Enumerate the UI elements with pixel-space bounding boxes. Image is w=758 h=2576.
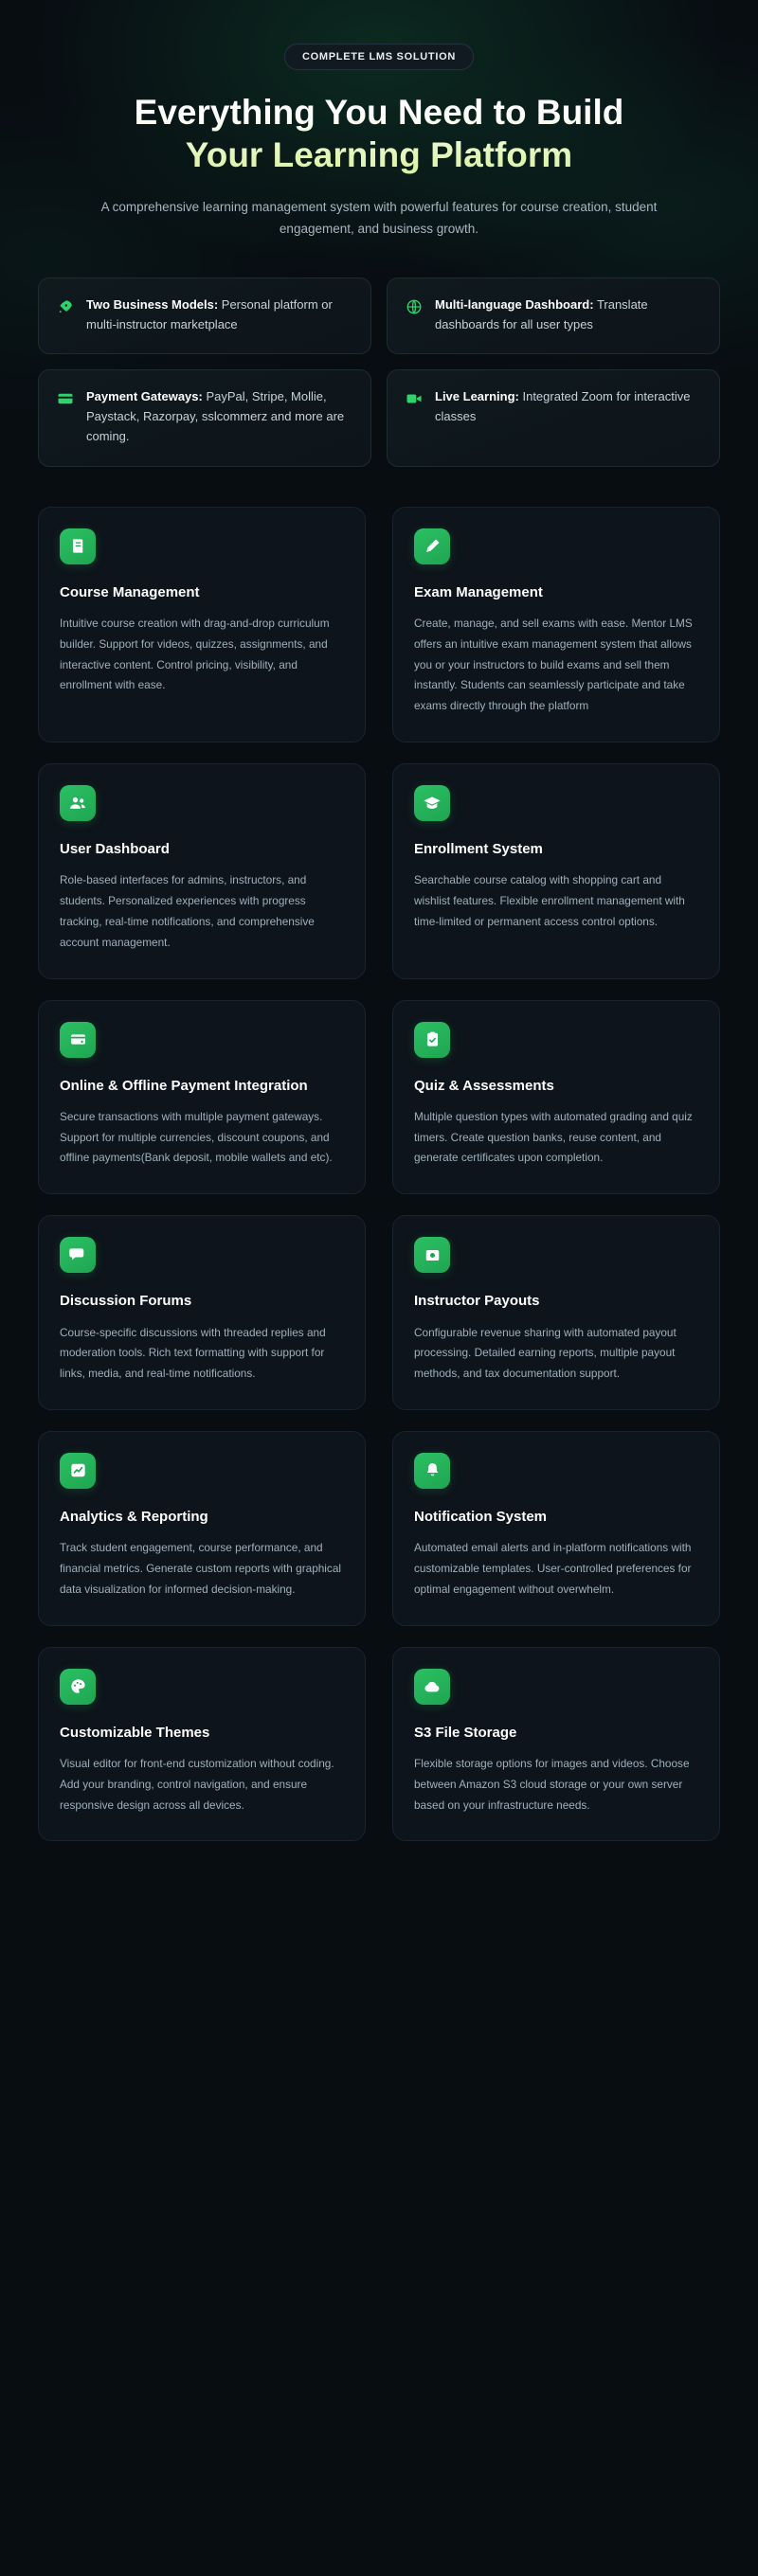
feature-card-discussion-forums (38, 1215, 366, 1410)
feature-description: Automated email alerts and in-platform notifications with customizable templates. User-controlled preferences for optimal engagement without overwhelm. (414, 1541, 692, 1596)
feature-card-instructor-payouts (392, 1215, 720, 1410)
feature-title: Instructor Payouts (414, 1293, 540, 1310)
highlight-card (38, 277, 371, 355)
feature-title: User Dashboard (60, 841, 170, 858)
feature-description: Role-based interfaces for admins, instructors, and students. Personalized experiences with progress tracking, real-time notifications, and comprehensive account management. (60, 873, 315, 949)
highlight-card-desc: PayPal, Stripe, Mollie, Paystack, Razorpay, sslcommerz and more are coming. (86, 389, 345, 443)
feature-title: Enrollment System (414, 841, 543, 858)
feature-card-grid (38, 507, 720, 1842)
feature-description: Searchable course catalog with shopping cart and wishlist features. Flexible enrollment management with time-limited or permanent access control options. (414, 873, 685, 928)
highlight-card-label: Multi-language Dashboard: (435, 296, 594, 312)
globe-icon (405, 297, 424, 316)
pencil-icon (414, 528, 450, 564)
feature-card-exam-management (392, 507, 720, 742)
highlight-card (387, 369, 720, 466)
page-title (85, 91, 673, 176)
feature-description: Multiple question types with automated grading and quiz timers. Create question banks, reuse content, and generate certificates upon completion. (414, 1109, 693, 1165)
feature-title: Exam Management (414, 583, 543, 600)
highlight-card (38, 369, 371, 466)
credit-card-icon (56, 389, 75, 408)
highlight-card-text (86, 295, 353, 335)
feature-card-analytics-reporting (38, 1431, 366, 1626)
clipboard-check-icon (414, 1022, 450, 1058)
feature-title: S3 File Storage (414, 1724, 517, 1741)
feature-description: Configurable revenue sharing with automated payout processing. Detailed earning reports, multiple payout methods, and tax documentation support. (414, 1325, 677, 1381)
feature-title: Discussion Forums (60, 1293, 192, 1310)
users-icon (60, 785, 96, 821)
feature-description: Track student engagement, course performance, and financial metrics. Generate custom reports with graphical data visualization for informed decision-making. (60, 1541, 342, 1596)
cloud-icon (414, 1669, 450, 1705)
feature-title: Customizable Themes (60, 1724, 210, 1741)
video-camera-icon (405, 389, 424, 408)
feature-card-notification-system (392, 1431, 720, 1626)
bell-icon (414, 1453, 450, 1489)
feature-description: Course-specific discussions with threaded replies and moderation tools. Rich text formatting with support for links, media, and real-time notifications. (60, 1325, 326, 1381)
highlight-card-label: Two Business Models: (86, 296, 219, 312)
chart-line-icon (60, 1453, 96, 1489)
highlight-card (387, 277, 720, 355)
rocket-icon (56, 297, 75, 316)
feature-description: Visual editor for front-end customization without coding. Add your branding, control navigation, and ensure responsive design across all devices. (60, 1756, 334, 1812)
highlight-card-label: Live Learning: (435, 389, 519, 404)
highlight-card-text (435, 295, 702, 335)
feature-card-user-dashboard (38, 763, 366, 979)
feature-card-payment-integration (38, 1000, 366, 1195)
feature-title: Notification System (414, 1508, 548, 1525)
feature-description: Create, manage, and sell exams with ease. Mentor LMS offers an intuitive exam management system that allows you or your instructors to build exams and sell them instantly. Students can seamlessly participate and take exams directly through the platform (414, 617, 693, 713)
graduation-cap-icon (414, 785, 450, 821)
feature-title: Analytics & Reporting (60, 1508, 208, 1525)
wallet-icon (60, 1022, 96, 1058)
palette-icon (60, 1669, 96, 1705)
highlight-card-label: Payment Gateways: (86, 389, 203, 404)
page-title-line-1: Everything You Need to Build (134, 93, 624, 132)
feature-card-s3-file-storage (392, 1647, 720, 1842)
feature-title: Online & Offline Payment Integration (60, 1077, 308, 1094)
feature-card-course-management (38, 507, 366, 742)
chat-bubble-icon (60, 1237, 96, 1273)
feature-title: Quiz & Assessments (414, 1077, 554, 1094)
money-bag-icon (414, 1237, 450, 1273)
hero-section (38, 0, 720, 240)
highlight-card-grid (38, 277, 720, 467)
page-subtitle: A comprehensive learning management system with powerful features for course creation, student engagement, and business growth. (100, 200, 658, 236)
feature-title: Course Management (60, 583, 200, 600)
highlight-card-text (435, 387, 702, 427)
feature-description: Intuitive course creation with drag-and-drop curriculum builder. Support for videos, quizzes, assignments, and interactive content. Control pricing, visibility, and enrollment with ease. (60, 617, 330, 692)
status-badge: COMPLETE LMS SOLUTION (284, 44, 474, 70)
highlight-card-text (86, 387, 353, 446)
feature-card-customizable-themes (38, 1647, 366, 1842)
feature-description: Flexible storage options for images and videos. Choose between Amazon S3 cloud storage or your own server based on your infrastructure needs. (414, 1756, 690, 1812)
feature-description: Secure transactions with multiple payment gateways. Support for multiple currencies, discount coupons, and offline payments(Bank deposit, mobile wallets and etc). (60, 1109, 333, 1165)
highlight-card-desc: Translate dashboards for all user types (435, 296, 648, 331)
page-title-line-2: Your Learning Platform (185, 135, 573, 175)
highlight-card-desc: Integrated Zoom for interactive classes (435, 389, 691, 424)
book-icon (60, 528, 96, 564)
feature-card-quiz-assessments (392, 1000, 720, 1195)
feature-card-enrollment-system (392, 763, 720, 979)
highlight-card-desc: Personal platform or multi-instructor marketplace (86, 296, 333, 331)
